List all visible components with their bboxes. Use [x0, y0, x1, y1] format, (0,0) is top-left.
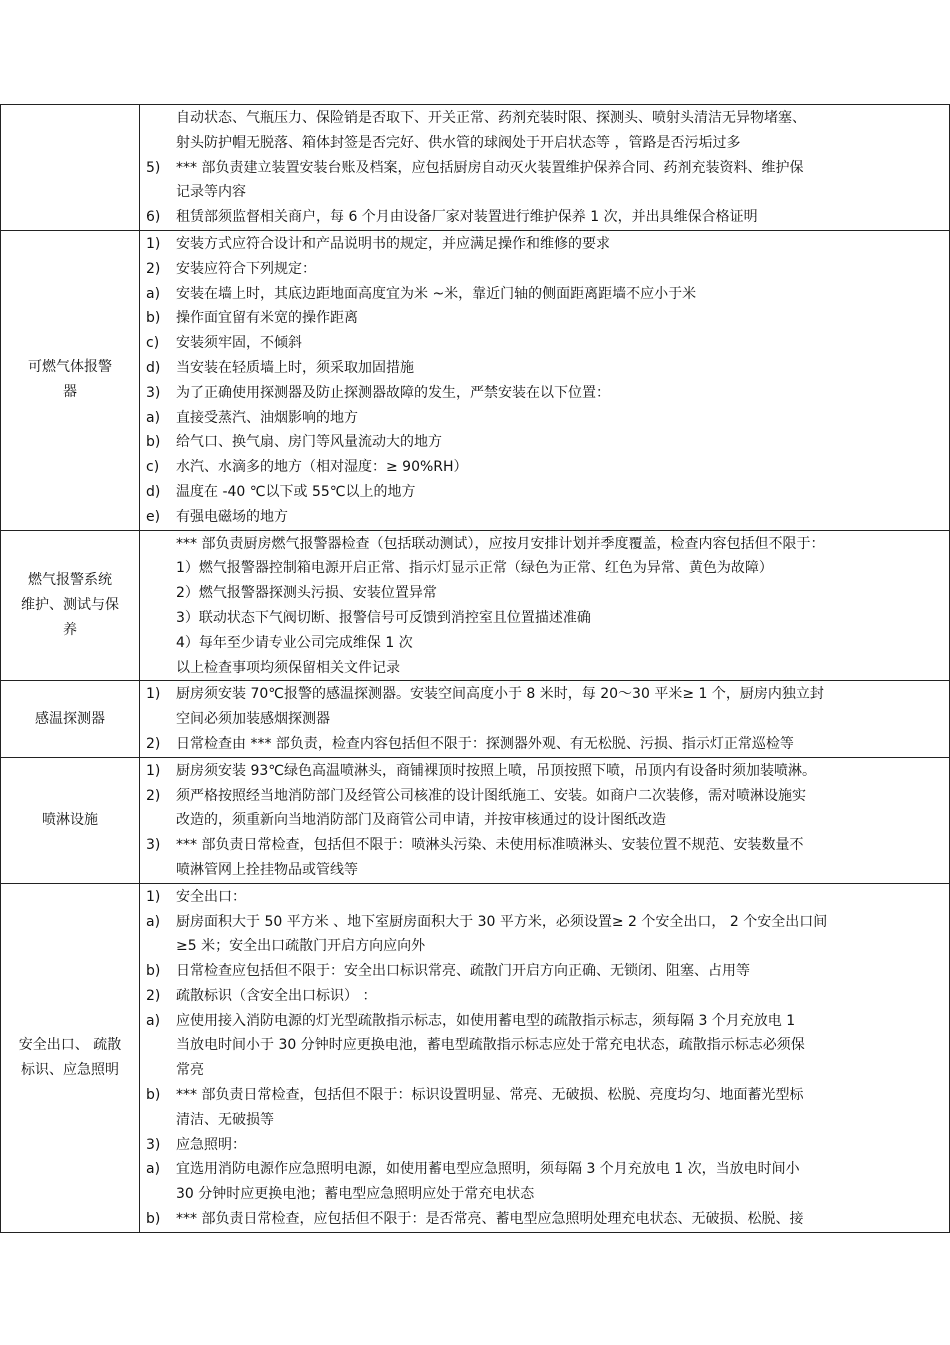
item-text: 直接受蒸汽、油烟影响的地方	[176, 409, 358, 426]
item-text: *** 部负责日常检查，包括但不限于：标识设置明显、常亮、无破损、松脱、亮度均匀、地面蓄光型标	[176, 1087, 804, 1104]
item-marker: a)	[146, 1161, 161, 1178]
content-line	[142, 306, 949, 331]
item-text: 租赁部须监督相关商户，每 6 个月由设备厂家对装置进行维护保养 1 次，并出具维保合格证明	[176, 209, 758, 226]
item-text: 操作面宜留有米宽的操作距离	[176, 310, 358, 327]
item-text: 应急照明：	[176, 1136, 246, 1153]
row-content-cell	[140, 230, 950, 530]
content-line	[142, 282, 949, 307]
item-marker: 2)	[146, 987, 161, 1004]
row-category-label: 器	[63, 384, 77, 401]
content-line	[142, 430, 949, 455]
table-row	[1, 105, 950, 231]
item-marker	[142, 532, 176, 557]
item-text: 自动状态、气瓶压力、保险销是否取下、开关正常、药剂充装时限、探测头、喷射头清洁无异物堵塞、	[176, 110, 806, 126]
row-content-cell	[140, 105, 950, 231]
content-line	[142, 1207, 949, 1232]
item-marker: b)	[146, 434, 161, 451]
item-text: 1）燃气报警器控制箱电源开启正常、指示灯显示正常（绿色为正常、红色为异常、黄色为故障）	[176, 560, 773, 577]
item-marker	[142, 581, 176, 606]
item-text: 安装须牢固，不倾斜	[176, 335, 302, 352]
row-content-cell	[140, 883, 950, 1232]
item-text: 常亮	[176, 1062, 204, 1079]
item-marker: 5)	[146, 159, 161, 176]
item-text: 宜选用消防电源作应急照明电源，如使用蓄电型应急照明，须每隔 3 个月充放电 1 次，当放电时间小	[176, 1161, 800, 1178]
item-marker: a)	[146, 913, 161, 930]
content-line	[142, 180, 949, 205]
item-text: *** 部负责建立装置安装台账及档案，应包括厨房自动灭火装置维护保养合同、药剂充装资料、维护保	[176, 159, 804, 176]
item-marker: 3)	[146, 1136, 161, 1153]
item-marker: b)	[146, 1211, 161, 1228]
table-body	[1, 105, 950, 1233]
item-text: *** 部负责日常检查，应包括但不限于：是否常亮、蓄电型应急照明处理充电状态、无破损、松脱、接	[176, 1211, 804, 1228]
content-line	[142, 656, 949, 681]
content-line	[142, 1133, 949, 1158]
item-marker: 1)	[146, 762, 161, 779]
row-category-label: 可燃气体报警	[28, 359, 112, 376]
item-marker: 2)	[146, 787, 161, 804]
item-text: 空间必须加装感烟探测器	[176, 711, 330, 728]
item-marker: 1)	[146, 888, 161, 905]
row-category-label: 养	[63, 621, 77, 638]
item-text: 3）联动状态下气阀切断、报警信号可反馈到消控室且位置描述准确	[176, 609, 591, 626]
item-marker	[142, 180, 176, 205]
item-marker	[142, 707, 176, 732]
row-category-label: 安全出口、 疏散	[18, 1036, 122, 1053]
row-category-label: 标识、应急照明	[21, 1061, 119, 1078]
item-marker: c)	[146, 459, 160, 476]
table-row	[1, 883, 950, 1232]
item-marker: d)	[146, 359, 161, 376]
item-marker: b)	[146, 963, 161, 980]
content-line	[142, 356, 949, 381]
table-row	[1, 757, 950, 883]
item-text: 安装方式应符合设计和产品说明书的规定，并应满足操作和维修的要求	[176, 235, 610, 252]
content-line	[142, 732, 949, 757]
content-line	[142, 532, 949, 557]
item-marker: c)	[146, 335, 160, 352]
item-text: 改造的，须重新向当地消防部门及商管公司申请，并按审核通过的设计图纸改造	[176, 812, 666, 829]
content-line	[142, 808, 949, 833]
content-line	[142, 910, 949, 935]
content-line	[142, 455, 949, 480]
item-marker: 3)	[146, 837, 161, 854]
row-content-cell	[140, 757, 950, 883]
item-text: 厨房面积大于 50 平方米 、地下室厨房面积大于 30 平方米，必须设置≥ 2 个安全出口， 2 个安全出口间	[176, 913, 828, 930]
content-line	[142, 257, 949, 282]
item-text: 水汽、水滴多的地方（相对湿度：≥ 90%RH）	[176, 459, 468, 476]
item-marker	[142, 858, 176, 883]
content-line	[142, 131, 949, 156]
content-line	[142, 556, 949, 581]
table-row	[1, 530, 950, 681]
item-marker	[142, 934, 176, 959]
row-category-cell	[1, 883, 140, 1232]
item-marker	[142, 106, 176, 131]
content-line	[142, 232, 949, 257]
content-line	[142, 784, 949, 809]
item-marker: b)	[146, 1087, 161, 1104]
item-marker: b)	[146, 310, 161, 327]
content-line	[142, 1108, 949, 1133]
item-text: 应使用接入消防电源的灯光型疏散指示标志，如使用蓄电型的疏散指示标志，须每隔 3 个月充放电 1	[176, 1012, 796, 1029]
content-line	[142, 984, 949, 1009]
content-line	[142, 106, 949, 131]
item-text: 有强电磁场的地方	[176, 508, 288, 525]
content-line	[142, 707, 949, 732]
content-line	[142, 682, 949, 707]
row-category-cell	[1, 681, 140, 757]
item-text: 温度在 -40 ℃以下或 55℃以上的地方	[176, 483, 416, 500]
content-line	[142, 1157, 949, 1182]
item-text: 当安装在轻质墙上时，须采取加固措施	[176, 359, 414, 376]
content-line	[142, 205, 949, 230]
row-category-cell	[1, 530, 140, 681]
item-text: 30 分钟时应更换电池；蓄电型应急照明应处于常充电状态	[176, 1186, 535, 1203]
content-line	[142, 833, 949, 858]
item-marker: a)	[146, 285, 161, 302]
item-marker: 1)	[146, 235, 161, 252]
item-text: 日常检查由 *** 部负责，检查内容包括但不限于：探测器外观、有无松脱、污损、指示灯正常巡检等	[176, 735, 794, 752]
row-content-cell	[140, 681, 950, 757]
item-marker: a)	[146, 1012, 161, 1029]
row-category-cell	[1, 230, 140, 530]
content-line	[142, 1083, 949, 1108]
item-marker: d)	[146, 483, 161, 500]
content-line	[142, 959, 949, 984]
item-text: *** 部负责厨房燃气报警器检查（包括联动测试），应按月安排计划并季度覆盖，检查内容包括但不限于：	[176, 535, 825, 552]
item-marker: e)	[146, 508, 161, 525]
item-marker	[142, 808, 176, 833]
content-line	[142, 858, 949, 883]
item-marker: a)	[146, 409, 161, 426]
content-line	[142, 581, 949, 606]
item-marker	[142, 1058, 176, 1083]
item-text: 安全出口：	[176, 888, 246, 905]
content-line	[142, 606, 949, 631]
item-text: 射头防护帽无脱落、箱体封签是否完好、供水管的球阀处于开启状态等 ，管路是否污垢过多	[176, 134, 741, 151]
row-category-label: 感温探测器	[35, 710, 105, 727]
content-line	[142, 1058, 949, 1083]
item-text: 以上检查事项均须保留相关文件记录	[176, 659, 400, 676]
item-text: 记录等内容	[176, 184, 246, 201]
content-line	[142, 1033, 949, 1058]
item-marker: 1)	[146, 686, 161, 703]
content-line	[142, 1009, 949, 1034]
item-text: 4）每年至少请专业公司完成维保 1 次	[176, 634, 413, 651]
content-line	[142, 934, 949, 959]
item-text: 日常检查应包括但不限于：安全出口标识常亮、疏散门开启方向正确、无锁闭、阻塞、占用等	[176, 963, 750, 980]
item-marker: 2)	[146, 735, 161, 752]
item-marker: 6)	[146, 209, 161, 226]
item-marker	[142, 1108, 176, 1133]
inspection-table	[0, 104, 950, 1233]
content-line	[142, 631, 949, 656]
row-category-label: 燃气报警系统	[28, 571, 112, 588]
content-line	[142, 381, 949, 406]
item-marker	[142, 1033, 176, 1058]
item-marker	[142, 131, 176, 156]
item-marker	[142, 1182, 176, 1207]
item-text: 当放电时间小于 30 分钟时应更换电池，蓄电型疏散指示标志应处于常充电状态，疏散指示标志必须保	[176, 1037, 805, 1054]
item-marker	[142, 656, 176, 681]
row-category-cell	[1, 757, 140, 883]
item-marker	[142, 631, 176, 656]
content-line	[142, 1182, 949, 1207]
content-line	[142, 331, 949, 356]
item-text: *** 部负责日常检查，包括但不限于：喷淋头污染、未使用标准喷淋头、安装位置不规范、安装数量不	[176, 837, 804, 854]
table-row	[1, 681, 950, 757]
item-text: 疏散标识（含安全出口标识） ：	[176, 987, 377, 1004]
item-marker	[142, 556, 176, 581]
row-category-label: 维护、测试与保	[21, 596, 119, 613]
item-text: 安装应符合下列规定：	[176, 260, 316, 277]
item-text: 给气口、换气扇、房门等风量流动大的地方	[176, 434, 442, 451]
content-line	[142, 505, 949, 530]
item-text: 清洁、无破损等	[176, 1111, 274, 1128]
table-row	[1, 230, 950, 530]
content-line	[142, 759, 949, 784]
item-text: 2）燃气报警器探测头污损、安装位置异常	[176, 585, 437, 602]
item-text: 须严格按照经当地消防部门及经管公司核准的设计图纸施工、安装。如商户二次装修，需对喷淋设施实	[176, 787, 806, 804]
content-line	[142, 885, 949, 910]
row-category-label: 喷淋设施	[42, 811, 98, 828]
item-marker: 2)	[146, 260, 161, 277]
item-text: 安装在墙上时，其底边距地面高度宜为米 ~米，靠近门轴的侧面距离距墙不应小于米	[176, 285, 697, 302]
item-text: 厨房须安装 70℃报警的感温探测器。安装空间高度小于 8 米时，每 20～30 平米≥ 1 个，厨房内独立封	[176, 686, 824, 703]
item-text: ≥5 米；安全出口疏散门开启方向应向外	[176, 938, 426, 955]
content-line	[142, 156, 949, 181]
content-line	[142, 406, 949, 431]
item-text: 喷淋管网上拴挂物品或管线等	[176, 861, 358, 878]
item-text: 为了正确使用探测器及防止探测器故障的发生，严禁安装在以下位置：	[176, 384, 610, 401]
item-marker: 3)	[146, 384, 161, 401]
item-marker	[142, 606, 176, 631]
content-line	[142, 480, 949, 505]
row-content-cell	[140, 530, 950, 681]
row-category-cell	[1, 105, 140, 231]
item-text: 厨房须安装 93℃绿色高温喷淋头，商铺裸顶时按照上喷，吊顶按照下喷，吊顶内有设备时须加装喷淋。	[176, 762, 816, 779]
